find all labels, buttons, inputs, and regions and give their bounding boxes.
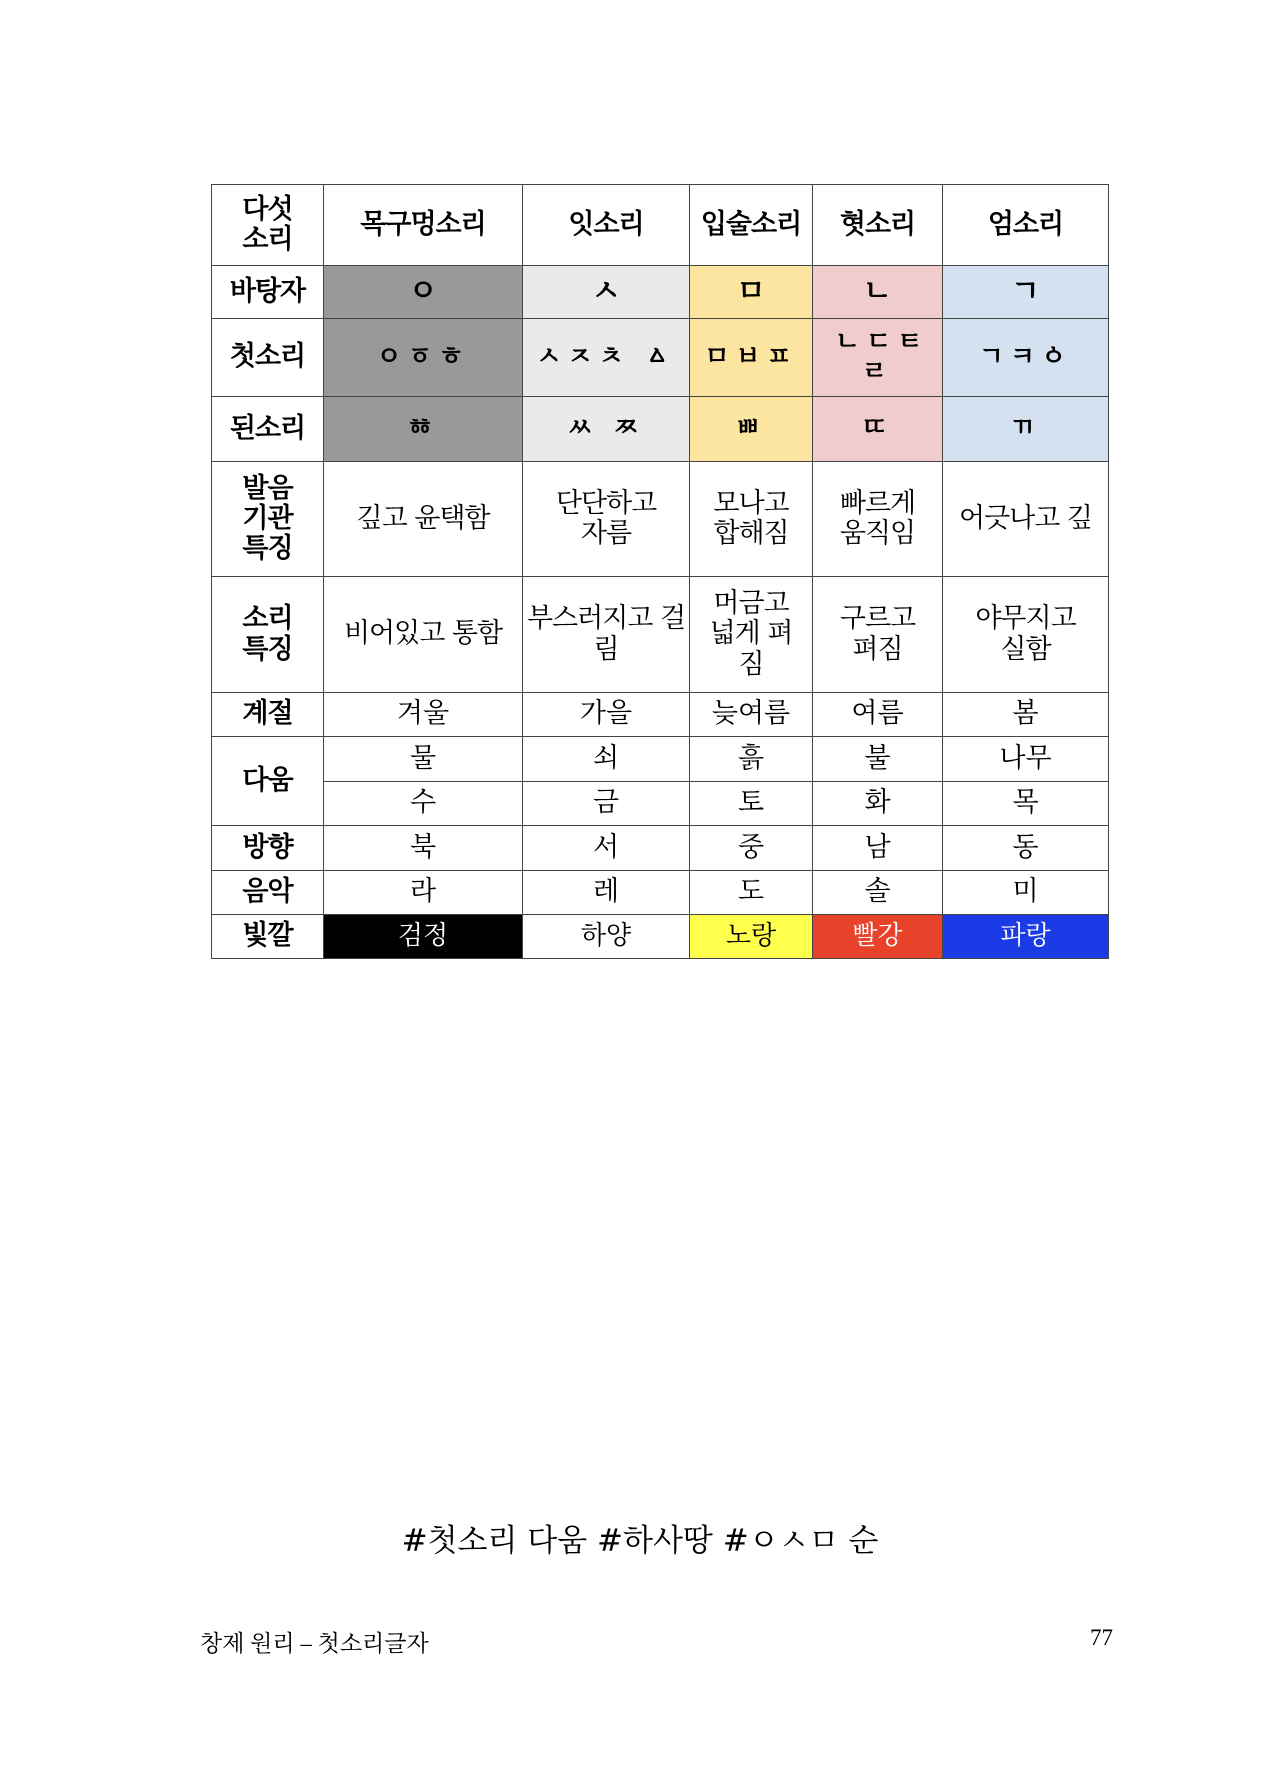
row-label: 계절	[212, 693, 324, 737]
cell: 남	[813, 826, 943, 871]
row-label: 빛깔	[212, 915, 324, 959]
cell: 라	[324, 871, 523, 915]
header-row	[212, 185, 1109, 266]
cell: 겨울	[324, 693, 523, 737]
cell: ㅅㅈㅊ ㅿ	[523, 319, 690, 397]
cell: 모나고 합해짐	[690, 462, 813, 577]
cell: 단단하고 자름	[523, 462, 690, 577]
cell: 어긋나고 깊	[943, 462, 1109, 577]
color-swatch-black: 검정	[324, 915, 523, 959]
color-swatch-red: 빨강	[813, 915, 943, 959]
base-row	[212, 266, 1109, 319]
cell: 도	[690, 871, 813, 915]
cell: 북	[324, 826, 523, 871]
cell: 수	[324, 782, 523, 826]
cell: 빠르게 움직임	[813, 462, 943, 577]
column-header: 엄소리	[943, 185, 1109, 266]
column-header: 입술소리	[690, 185, 813, 266]
cell: ㄴ	[813, 266, 943, 319]
row-label: 된소리	[212, 397, 324, 462]
cell: 늦여름	[690, 693, 813, 737]
initial-row	[212, 319, 1109, 397]
sound-row	[212, 577, 1109, 693]
music-row	[212, 871, 1109, 915]
color-swatch-white: 하양	[523, 915, 690, 959]
footer-section-title: 창제 원리 – 첫소리글자	[200, 1631, 429, 1656]
cell: 레	[523, 871, 690, 915]
cell: 중	[690, 826, 813, 871]
cell: 구르고 펴짐	[813, 577, 943, 693]
element-row-hanja	[212, 782, 1109, 826]
row-label: 첫소리	[212, 319, 324, 397]
cell: 나무	[943, 737, 1109, 782]
corner-header: 다섯 소리	[212, 185, 324, 266]
cell: 목	[943, 782, 1109, 826]
cell: ㄲ	[943, 397, 1109, 462]
cell: 야무지고 실함	[943, 577, 1109, 693]
row-label: 음악	[212, 871, 324, 915]
row-label: 방향	[212, 826, 324, 871]
cell: 불	[813, 737, 943, 782]
cell: 봄	[943, 693, 1109, 737]
cell: 토	[690, 782, 813, 826]
color-swatch-blue: 파랑	[943, 915, 1109, 959]
cell: 화	[813, 782, 943, 826]
cell: ㅃ	[690, 397, 813, 462]
sound-table	[211, 184, 1109, 959]
cell: ㅁ	[690, 266, 813, 319]
page-number: 77	[1090, 1625, 1113, 1650]
hashtag-line: #첫소리 다움 #하사땅 #ㅇㅅㅁ 순	[401, 1523, 879, 1559]
element-row-native	[212, 737, 1109, 782]
cell: 흙	[690, 737, 813, 782]
cell: 미	[943, 871, 1109, 915]
cell: ㅇㆆㅎ	[324, 319, 523, 397]
color-swatch-yellow: 노랑	[690, 915, 813, 959]
cell: 쇠	[523, 737, 690, 782]
cell: ㄴㄷㅌ ㄹ	[813, 319, 943, 397]
column-header: 잇소리	[523, 185, 690, 266]
season-row	[212, 693, 1109, 737]
cell: ㅁㅂㅍ	[690, 319, 813, 397]
cell: ㅇ	[324, 266, 523, 319]
cell: 깊고 윤택함	[324, 462, 523, 577]
organ-row	[212, 462, 1109, 577]
cell: 물	[324, 737, 523, 782]
cell: 가을	[523, 693, 690, 737]
cell: 여름	[813, 693, 943, 737]
column-header: 혓소리	[813, 185, 943, 266]
cell: ㄱㅋㆁ	[943, 319, 1109, 397]
cell: 부스러지고 걸림	[523, 577, 690, 693]
cell: ㅆ ㅉ	[523, 397, 690, 462]
cell: ㆅ	[324, 397, 523, 462]
row-label: 바탕자	[212, 266, 324, 319]
row-label: 발음 기관 특징	[212, 462, 324, 577]
cell: ㄸ	[813, 397, 943, 462]
direction-row	[212, 826, 1109, 871]
cell: 솔	[813, 871, 943, 915]
cell: 동	[943, 826, 1109, 871]
row-label: 다움	[212, 737, 324, 826]
row-label: 소리 특징	[212, 577, 324, 693]
color-row	[212, 915, 1109, 959]
cell: ㅅ	[523, 266, 690, 319]
cell: 금	[523, 782, 690, 826]
cell: 머금고 넓게 펴 짐	[690, 577, 813, 693]
column-header: 목구멍소리	[324, 185, 523, 266]
cell: 비어있고 통함	[324, 577, 523, 693]
cell: ㄱ	[943, 266, 1109, 319]
tense-row	[212, 397, 1109, 462]
cell: 서	[523, 826, 690, 871]
